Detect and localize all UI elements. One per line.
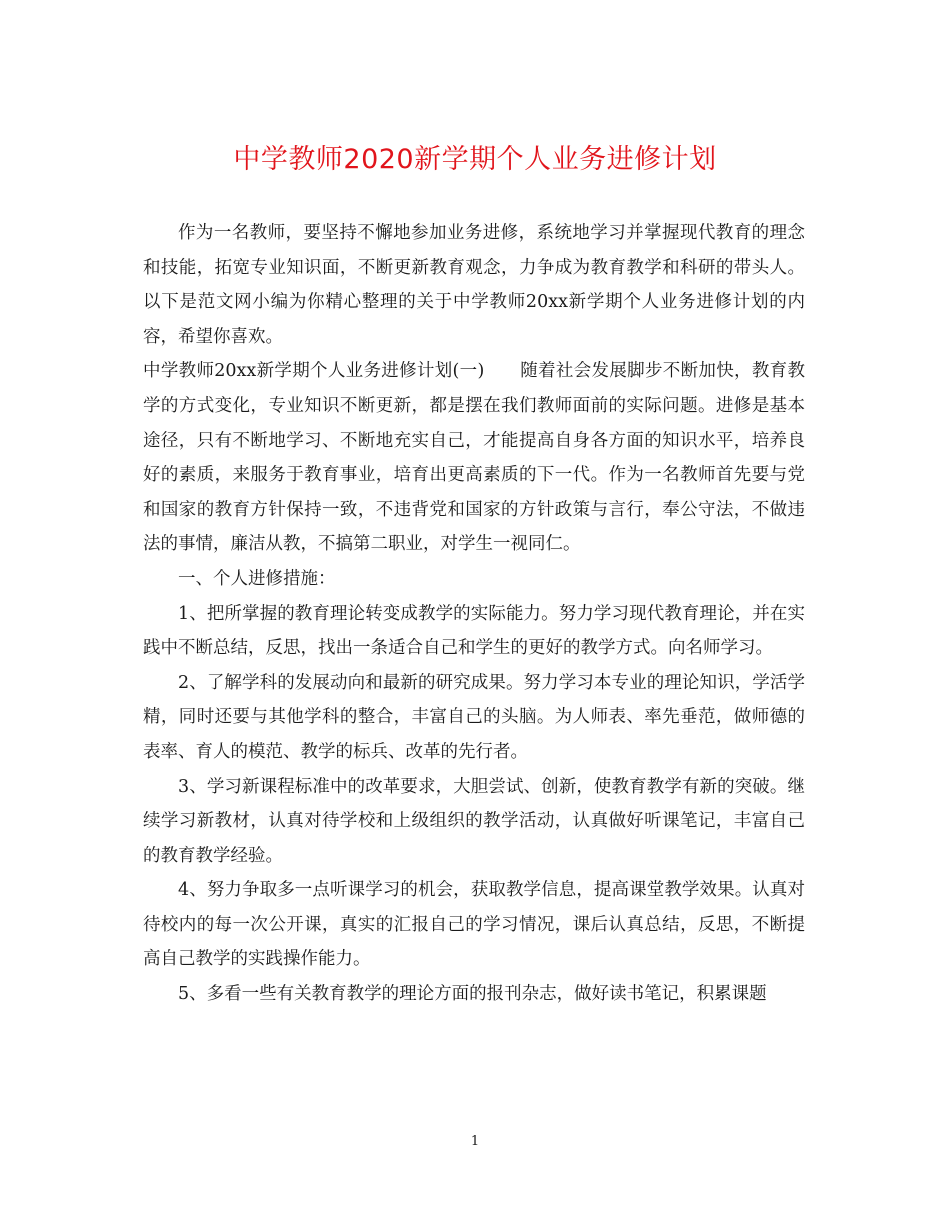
page-number: 1 xyxy=(470,1134,480,1149)
paragraph-item-1: 1、把所掌握的教育理论转变成教学的实际能力。努力学习现代教育理论，并在实践中不断总结，反思，找出一条适合自己和学生的更好的教学方式。向名师学习。 xyxy=(143,603,805,659)
paragraph-intro: 作为一名教师，要坚持不懈地参加业务进修，系统地学习并掌握现代教育的理念和技能，拓宽专业知识面，不断更新教育观念，力争成为教育教学和科研的带头人。以下是范文网小编为你精心整理的关于中学教师20xx新学期个人业务进修计划的内容，希望你喜欢。 xyxy=(143,223,805,347)
paragraph-item-4: 4、努力争取多一点听课学习的机会，获取教学信息，提高课堂教学效果。认真对待校内的每一次公开课，真实的汇报自己的学习情况，课后认真总结，反思，不断提高自己教学的实践操作能力。 xyxy=(143,880,805,970)
paragraph-item-5: 5、多看一些有关教育教学的理论方面的报刊杂志，做好读书笔记，积累课题 xyxy=(178,984,767,1005)
paragraph-plan-one: 中学教师20xx新学期个人业务进修计划(一) 随着社会发展脚步不断加快，教育教学的方式变化，专业知识不断更新，都是摆在我们教师面前的实际问题。进修是基本途径，只有不断地学习、不断地充实自己，才能提高自身各方面的知识水平，培养良好的素质，来服务于教育事业，培育出更高素质的下一代。作为一名教师首先要与党和国家的教育方针保持一致，不违背党和国家的方针政策与言行，奉公守法，不做违法的事情，廉洁从教，不搞第二职业，对学生一视同仁。 xyxy=(143,361,805,555)
paragraph-item-3: 3、学习新课程标准中的改革要求，大胆尝试、创新，使教育教学有新的突破。继续学习新教材，认真对待学校和上级组织的教学活动，认真做好听课笔记，丰富自己的教育教学经验。 xyxy=(143,776,805,866)
document-body xyxy=(143,216,805,1012)
document-title: 中学教师2020新学期个人业务进修计划 xyxy=(233,144,717,175)
section-heading-measures: 一、个人进修措施： xyxy=(178,568,336,589)
paragraph-item-2: 2、了解学科的发展动向和最新的研究成果。努力学习本专业的理论知识，学活学精，同时还要与其他学科的整合，丰富自己的头脑。为人师表、率先垂范，做师德的表率、育人的模范、教学的标兵、改革的先行者。 xyxy=(143,672,805,762)
